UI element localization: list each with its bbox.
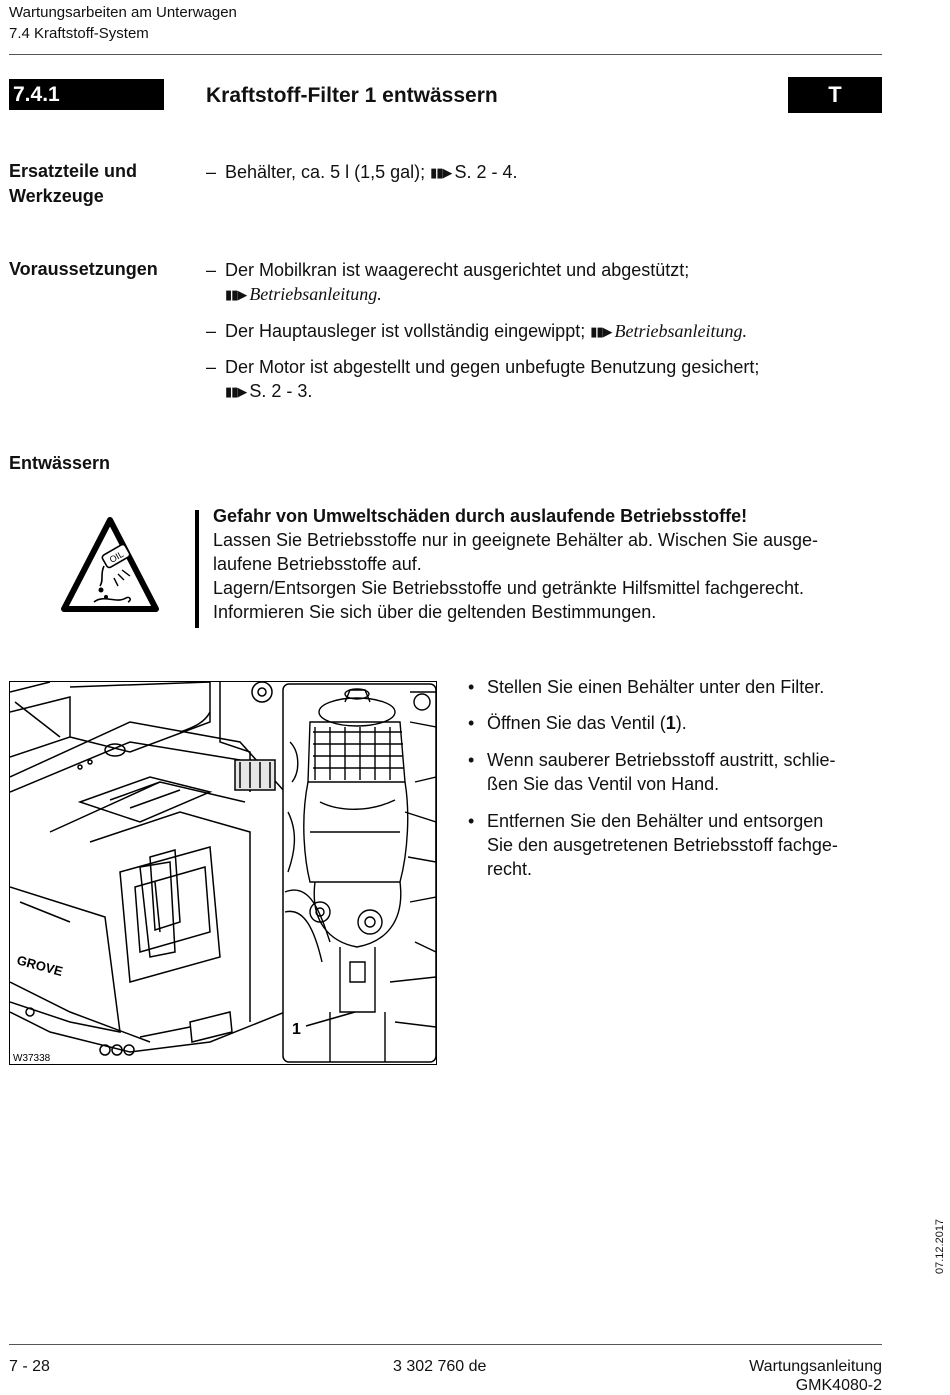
manual-title: Wartungsanleitung — [749, 1358, 882, 1375]
oil-can-label: OIL — [107, 548, 126, 565]
step-4-line-2: Sie den ausgetretenen Betriebsstoff fachge- — [487, 835, 838, 855]
step-2-post: ). — [675, 713, 687, 733]
step-bullet-2: • — [468, 713, 475, 733]
step-bullet-3: • — [468, 750, 475, 770]
warning-line-3: Lagern/Entsorgen Sie Betriebsstoffe und getränkte Hilfsmittel fachgerecht. — [213, 578, 805, 598]
page-number: 7 - 28 — [9, 1358, 50, 1375]
parts-label-line2: Werkzeuge — [9, 186, 104, 206]
warning-title: Gefahr von Umweltschäden durch auslaufende Betriebsstoffe! — [213, 506, 748, 526]
crane-cab-illustration — [10, 682, 437, 1065]
reference-arrow-icon: ▮▮▶ — [590, 324, 612, 339]
section-number: 7.4.1 — [9, 79, 164, 110]
step-bullet-1: • — [468, 677, 475, 697]
prereq-dash-2: – — [206, 321, 217, 341]
warning-line-2: laufene Betriebsstoffe auf. — [213, 554, 422, 574]
prereq-item-2-ref: Betriebsanleitung — [614, 321, 743, 341]
prereq-dash-3: – — [206, 357, 217, 377]
environment-warning — [213, 504, 893, 624]
parts-dash: – — [206, 162, 217, 182]
prereq-item-3-text: Der Motor ist abgestellt und gegen unbefugte Benutzung gesichert; — [225, 357, 760, 377]
document-number: 3 302 760 de — [393, 1358, 487, 1375]
crane-fuel-filter-figure — [9, 681, 437, 1065]
prereq-item-2: Der Hauptausleger ist vollständig eingewippt; ▮▮▶ Betriebsanleitung. — [225, 319, 865, 344]
header-rule — [9, 54, 882, 55]
reference-arrow-icon: ▮▮▶ — [225, 287, 247, 302]
prereq-item-1-text: Der Mobilkran ist waagerecht ausgerichtet und abgestützt; — [225, 260, 690, 280]
parts-label-line1: Ersatzteile und — [9, 161, 138, 181]
step-1: Stellen Sie einen Behälter unter den Filter. — [487, 677, 825, 697]
drain-label: Entwässern — [9, 453, 111, 473]
callout-number-1: 1 — [292, 1021, 301, 1038]
step-2-pre: Öffnen Sie das Ventil ( — [487, 713, 666, 733]
environment-hazard-warning-icon — [60, 514, 160, 614]
step-3-line-2: ßen Sie das Ventil von Hand. — [487, 774, 720, 794]
step-2 — [487, 711, 887, 735]
step-4-line-3: recht. — [487, 859, 533, 879]
parts-item — [225, 160, 865, 185]
parts-item-ref: S. 2 - 4. — [454, 162, 518, 182]
revision-date: 07.12.2017 — [934, 1218, 946, 1274]
reference-arrow-icon: ▮▮▶ — [225, 384, 247, 399]
section-title: Kraftstoff-Filter 1 entwässern — [206, 84, 498, 107]
warning-bar — [195, 510, 199, 628]
footer-rule — [9, 1344, 882, 1345]
step-3 — [487, 748, 887, 796]
prereq-item-3-ref: S. 2 - 3. — [249, 381, 313, 401]
parts-item-text: Behälter, ca. 5 l (1,5 gal); — [225, 162, 426, 182]
step-bullet-4: • — [468, 811, 475, 831]
prereq-item-1: Der Mobilkran ist waagerecht ausgerichtet und abgestützt; ▮▮▶ Betriebsanleitung. — [225, 258, 865, 307]
running-header-chapter: Wartungsarbeiten am Unterwagen — [9, 4, 237, 21]
warning-line-1: Lassen Sie Betriebsstoffe nur in geeignete Behälter ab. Wischen Sie ausge- — [213, 530, 819, 550]
prereq-item-1-ref: Betriebsanleitung — [249, 284, 378, 304]
step-4-line-1: Entfernen Sie den Behälter und entsorgen — [487, 811, 824, 831]
prereq-item-2-text: Der Hauptausleger ist vollständig eingewippt; — [225, 321, 586, 341]
reference-arrow-icon: ▮▮▶ — [430, 165, 452, 180]
running-header-section: 7.4 Kraftstoff-System — [9, 25, 149, 42]
cab-brand-lettering: GROVE — [15, 952, 65, 980]
prereq-label: Voraussetzungen — [9, 259, 158, 279]
step-2-callout: 1 — [665, 713, 676, 733]
prereq-dash-1: – — [206, 260, 217, 280]
step-3-line-1: Wenn sauberer Betriebsstoff austritt, schlie- — [487, 750, 836, 770]
step-4 — [487, 809, 887, 881]
model-name: GMK4080-2 — [795, 1377, 882, 1394]
section-badge: T — [788, 77, 882, 113]
prereq-item-3 — [225, 355, 865, 404]
warning-line-4: Informieren Sie sich über die geltenden Bestimmungen. — [213, 602, 657, 622]
figure-code: W37338 — [13, 1053, 51, 1064]
